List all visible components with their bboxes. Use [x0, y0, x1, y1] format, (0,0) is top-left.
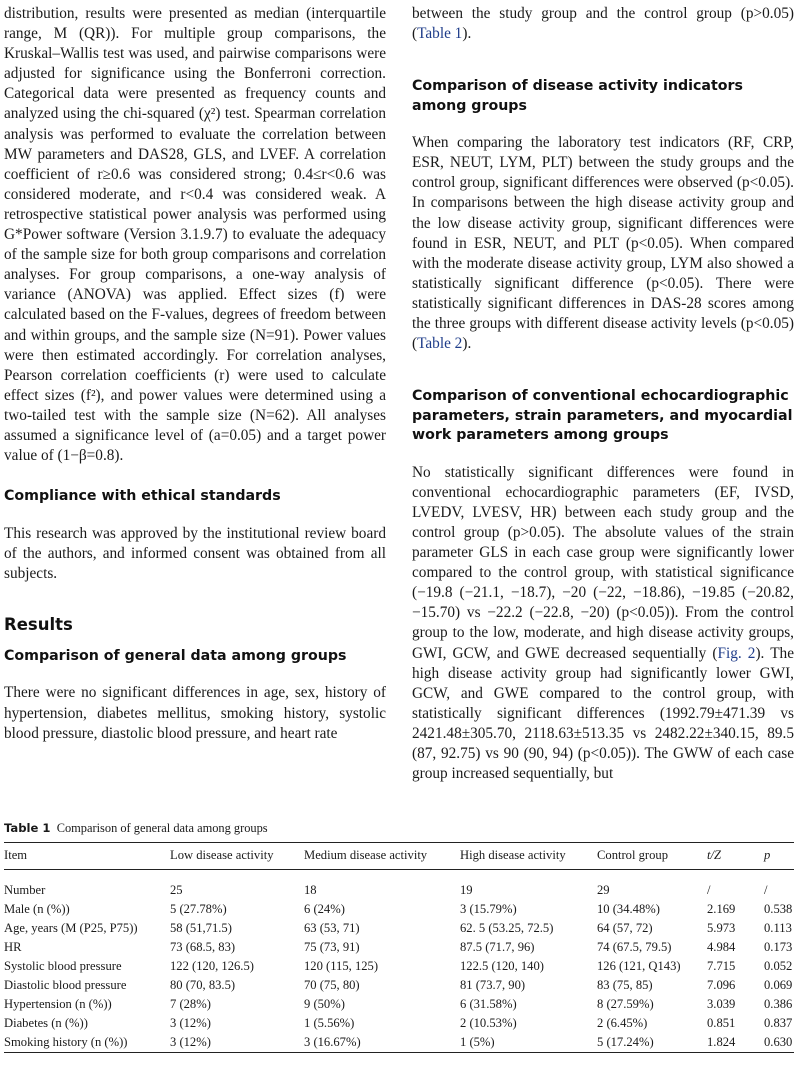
table-cell: 1 (5.56%) [304, 1016, 355, 1030]
disease-activity-heading: Comparison of disease activity indicators among groups [412, 78, 743, 114]
table-cell: 0.630 [764, 1035, 793, 1049]
table-cell: 10 (34.48%) [597, 902, 660, 916]
table-cell: 3 (15.79%) [460, 902, 517, 916]
table-cell: 75 (73, 91) [304, 940, 360, 954]
table-cell: 80 (70, 83.5) [170, 978, 236, 992]
echo-parameters-heading: Comparison of conventional echocardiographic parameters, strain parameters, and myocardial work parameters among groups [412, 388, 793, 444]
table-cell: 3.039 [707, 997, 736, 1011]
table-1 [4, 820, 794, 1053]
table-cell: 2 (6.45%) [597, 1016, 648, 1030]
table-cell: / [764, 883, 768, 897]
table-row [4, 870, 794, 901]
table-cell: 0.851 [707, 1016, 736, 1030]
ethics-paragraph: This research was approved by the institutional review board of the authors, and informed consent was obtained from all subjects. [4, 524, 386, 582]
table-cell: 3 (12%) [170, 1016, 211, 1030]
table-row [4, 938, 794, 957]
table-cell: 5.973 [707, 921, 736, 935]
table-row [4, 1033, 794, 1053]
table-cell: 1 (5%) [460, 1035, 495, 1049]
table-cell: 6 (31.58%) [460, 997, 517, 1011]
table-cell: 83 (75, 85) [597, 978, 653, 992]
table-cell: 1.824 [707, 1035, 736, 1049]
table-cell: 2 (10.53%) [460, 1016, 517, 1030]
header-high: High disease activity [460, 848, 566, 862]
table-cell: 2.169 [707, 902, 736, 916]
table-cell: 0.386 [764, 997, 793, 1011]
table-cell: 0.538 [764, 902, 793, 916]
table-cell: / [707, 883, 711, 897]
table-cell: 7 (28%) [170, 997, 211, 1011]
table-cell: 81 (73.7, 90) [460, 978, 526, 992]
table-cell: 122.5 (120, 140) [460, 959, 544, 973]
table-cell: 126 (121, Q143) [597, 959, 681, 973]
header-item: Item [4, 848, 28, 862]
table-cell: 0.069 [764, 978, 793, 992]
ethics-heading: Compliance with ethical standards [4, 488, 281, 505]
results-heading: Results [4, 614, 73, 634]
table-cell: 0.173 [764, 940, 793, 954]
table-cell: HR [4, 940, 22, 954]
table-cell: 5 (27.78%) [170, 902, 227, 916]
header-statistic: t/Z [707, 848, 722, 862]
table-cell: 18 [304, 883, 317, 897]
table-cell: 3 (16.67%) [304, 1035, 361, 1049]
left-column [4, 4, 386, 744]
header-low: Low disease activity [170, 848, 274, 862]
table-1-link[interactable]: Table 1 [417, 25, 463, 43]
table-row [4, 957, 794, 976]
table-cell: 4.984 [707, 940, 736, 954]
table-row [4, 919, 794, 938]
header-p: p [764, 848, 771, 862]
header-control: Control group [597, 848, 669, 862]
table-cell: Hypertension (n (%)) [4, 997, 112, 1011]
table-cell: 25 [170, 883, 183, 897]
table-cell: Male (n (%)) [4, 902, 70, 916]
table-cell: 9 (50%) [304, 997, 345, 1011]
table-cell: 70 (75, 80) [304, 978, 360, 992]
table-cell: Number [4, 883, 46, 897]
continuation-paragraph: between the study group and the control group (p>0.05) (Table 1). [412, 5, 794, 43]
table-cell: 87.5 (71.7, 96) [460, 940, 535, 954]
table-cell: Age, years (M (P25, P75)) [4, 921, 138, 935]
table-cell: Diastolic blood pressure [4, 978, 127, 992]
table-row [4, 900, 794, 919]
table-cell: 19 [460, 883, 473, 897]
table-cell: 6 (24%) [304, 902, 345, 916]
table-cell: 5 (17.24%) [597, 1035, 654, 1049]
table-cell: 7.096 [707, 978, 736, 992]
table-cell: 58 (51,71.5) [170, 921, 232, 935]
table-cell: 0.837 [764, 1016, 793, 1030]
table-cell: 8 (27.59%) [597, 997, 654, 1011]
table-cell: Systolic blood pressure [4, 959, 122, 973]
table-cell: Diabetes (n (%)) [4, 1016, 88, 1030]
table-cell: 63 (53, 71) [304, 921, 360, 935]
table-header-row [4, 843, 794, 870]
table-cell: Smoking history (n (%)) [4, 1035, 128, 1049]
table-row [4, 1014, 794, 1033]
table-cell: 29 [597, 883, 610, 897]
table-cell: 3 (12%) [170, 1035, 211, 1049]
echo-parameters-paragraph: No statistically significant differences were found in conventional echocardiographic parameters (EF, IVSD, LVEDV, LVESV, HR) between each study group and the control group (p>0.05). The absolute values of the strain parameter GLS in each case group were significantly lower compared to the control group, with statistical significance (−19.8 (−21.1, −18.7), −20 (−22, −18.86), −19.85 (−20.82, −15.70) vs −22.2 (−22.8, −20) (p<0.05)). From the control group to the low, moderate, and high disease activity groups, GWI, GCW, and GWE decreased sequentially (Fig. 2). The high disease activity group had significantly lower GWI, GCW, and GWE compared to the control group, with statistically significant differences (1992.79±471.39 vs 2421.48±305.70, 2118.63±513.35 vs 2482.22±340.15, 89.5 (87, 92.75) vs 90 (90, 94) (p<0.05)). The GWW of each case group increased sequentially, but [412, 463, 794, 783]
table-cell: 0.052 [764, 959, 793, 973]
table-row [4, 995, 794, 1014]
table-cell: 7.715 [707, 959, 736, 973]
general-data-table [4, 842, 794, 1053]
table-cell: 73 (68.5, 83) [170, 940, 236, 954]
table-cell: 0.113 [764, 921, 792, 935]
table-cell: 74 (67.5, 79.5) [597, 940, 672, 954]
table-cell: 122 (120, 126.5) [170, 959, 254, 973]
header-medium: Medium disease activity [304, 848, 428, 862]
table-cell: 120 (115, 125) [304, 959, 379, 973]
table-cell: 62. 5 (53.25, 72.5) [460, 921, 554, 935]
statistics-paragraph: distribution, results were presented as median (interquartile range, M (QR)). For multiple group comparisons, the Kruskal–Wallis test was used, and pairwise comparisons were adjusted for significance using the Bonferroni correction. Categorical data were presented as frequency counts and analyzed using the chi-squared (χ²) test. Spearman correlation analysis was performed to evaluate the correlation between MW parameters and DAS28, GLS, and LVEF. A correlation coefficient of r≥0.6 was considered strong; 0.4≤r<0.6 was considered moderate, and r<0.4 was considered weak. A retrospective statistical power analysis was performed using G*Power software (Version 3.1.9.7) to evaluate the adequacy of the sample size for both group comparisons and correlation analyses. For group comparisons, a one-way analysis of variance (ANOVA) was applied. Effect sizes (f) were calculated based on the F-values, degrees of freedom between and within groups, and the sample size (N=91). Power values were then estimated accordingly. For correlation analyses, Pearson correlation coefficients (r) were used to calculate effect sizes (f²), and power values were determined using a two-tailed test with the sample size (N=62). All analyses assumed a significance level of (a=0.05) and a target power value of (1−β=0.8). [4, 5, 386, 465]
general-data-paragraph: There were no significant differences in age, sex, history of hypertension, diabetes mellitus, smoking history, systolic blood pressure, diastolic blood pressure, and heart rate [4, 684, 386, 742]
table-caption: Table 1 Comparison of general data among groups [4, 821, 268, 835]
disease-activity-paragraph: When comparing the laboratory test indicators (RF, CRP, ESR, NEUT, LYM, PLT) between the study groups and the control group, significant differences were observed (p<0.05). In comparisons between the high disease activity group and the low disease activity group, significant differences were found in ESR, NEUT, and PLT (p<0.05). When compared with the moderate disease activity group, LYM also showed a statistically significant difference (p<0.05). There were statistically significant differences in DAS-28 scores among the three groups with different disease activity levels (p<0.05) (Table 2). [412, 134, 794, 353]
table-cell: 64 (57, 72) [597, 921, 653, 935]
figure-2-link[interactable]: Fig. 2 [717, 644, 756, 662]
general-data-heading: Comparison of general data among groups [4, 647, 347, 664]
table-2-link[interactable]: Table 2 [417, 335, 463, 353]
table-row [4, 976, 794, 995]
right-column [412, 4, 794, 784]
